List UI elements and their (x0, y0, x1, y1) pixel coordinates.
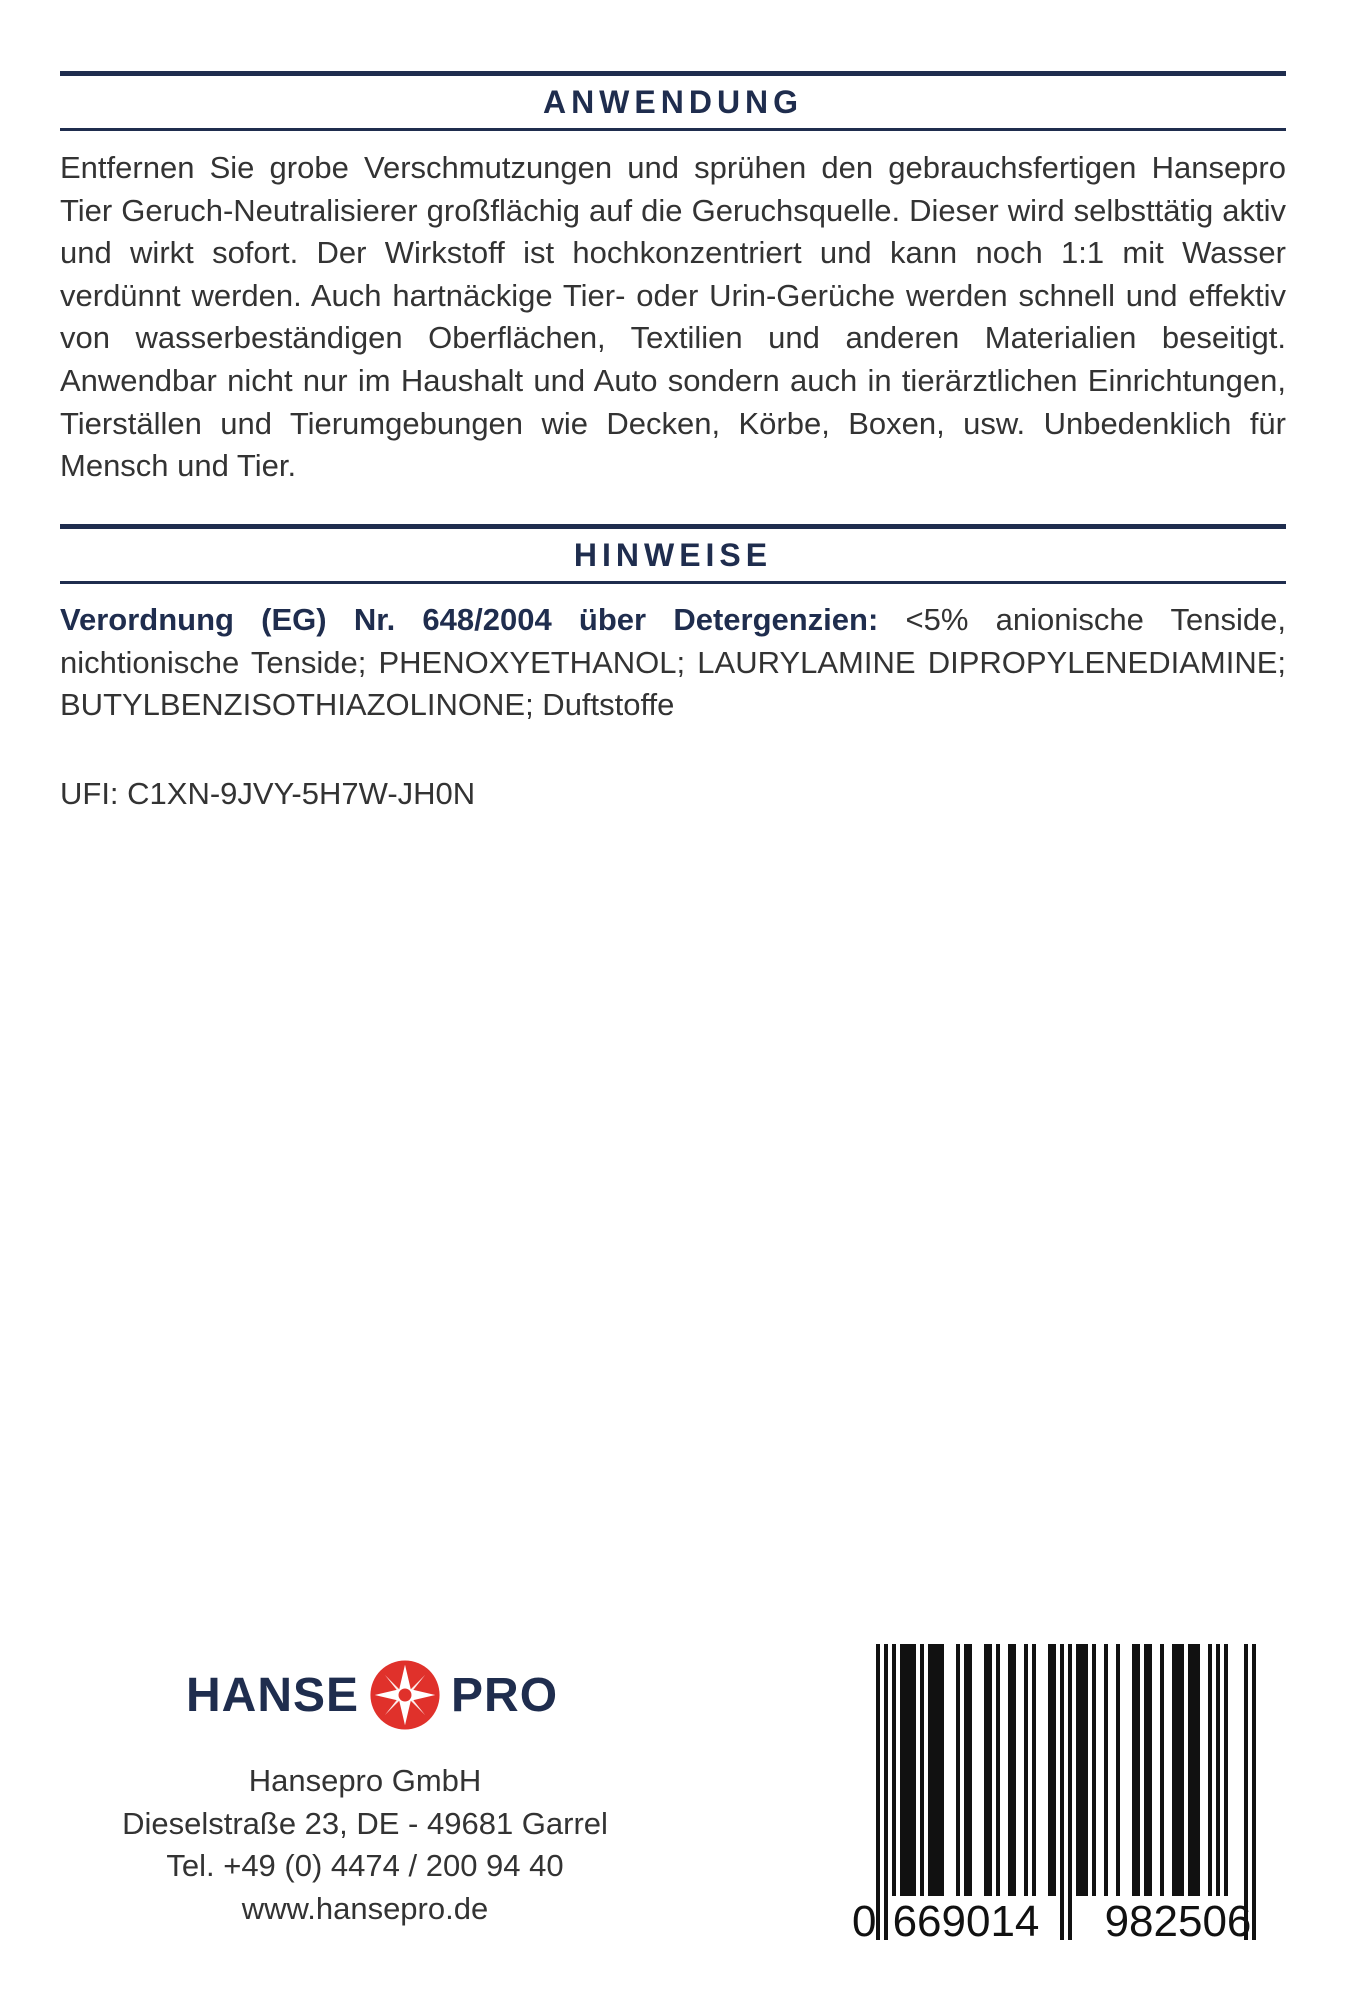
barcode-bar (956, 1644, 960, 1896)
barcode-bar (1216, 1644, 1220, 1896)
company-name: Hansepro GmbH (248, 1763, 482, 1798)
header-rule-bottom (60, 581, 1286, 584)
anwendung-paragraph: Entfernen Sie grobe Verschmutzungen und sprühen den gebrauchsfertigen Hansepro Tier Geruch-Neutralisierer großflächig auf die Geruchsquelle. Dieser wird selbsttätig aktiv und wirkt sofort. Der Wirkstoff ist hochkonzentriert und kann noch 1:1 mit Wasser verdünnt werden. Auch hartnäckige Tier- oder Urin-Gerüche werden schnell und effektiv von wasserbeständigen Oberflächen, Textilien und anderen Materialien beseitigt. Anwendbar nicht nur im Haushalt und Auto sondern auch in tierärztlichen Einrichtungen, Tierställen und Tierumgebungen wie Decken, Körbe, Boxen, usw. Unbedenklich für Mensch und Tier. (60, 150, 1286, 484)
company-street: Dieselstraße 23, DE - 49681 Garrel (122, 1805, 608, 1841)
anwendung-header (60, 71, 1286, 131)
barcode-bar (1048, 1644, 1056, 1896)
barcode-bar (900, 1644, 916, 1896)
ufi-code: UFI: C1XN-9JVY-5H7W-JH0N (60, 776, 476, 811)
barcode-bar (1008, 1644, 1016, 1896)
barcode-bar (892, 1644, 896, 1896)
barcode-bar (928, 1644, 944, 1896)
compass-star-icon (369, 1659, 441, 1731)
barcode-bar (1032, 1644, 1036, 1896)
company-phone: Tel. +49 (0) 4474 / 200 94 40 (166, 1848, 564, 1883)
regulation-label: Verordnung (EG) Nr. 648/2004 über Detergenzien: (60, 602, 879, 637)
barcode-right-group: 982506 (1104, 1897, 1252, 1940)
company-web: www.hansepro.de (241, 1890, 489, 1926)
barcode-bar (1208, 1644, 1212, 1896)
barcode-bar (1068, 1644, 1072, 1940)
barcode-bar (1116, 1644, 1120, 1896)
logo-right-word: PRO (451, 1668, 559, 1722)
barcode-bar (1244, 1644, 1248, 1940)
barcode-bar (876, 1644, 880, 1940)
barcode-bar (1132, 1644, 1140, 1896)
barcode-bar (1224, 1644, 1228, 1896)
hinweise-header (60, 524, 1286, 584)
barcode-left-group: 669014 (892, 1897, 1040, 1940)
barcode-bar (1104, 1644, 1108, 1896)
hinweise-title: HINWEISE (573, 537, 773, 573)
barcode-bar (1060, 1644, 1064, 1940)
company-address (60, 1760, 670, 1930)
barcode-bar (1160, 1644, 1164, 1896)
barcode-bar (996, 1644, 1000, 1896)
barcode-bar (1172, 1644, 1184, 1896)
hinweise-text (60, 599, 1286, 727)
barcode-bar (1076, 1644, 1088, 1896)
logo-left-word: HANSE (186, 1668, 360, 1722)
barcode-bar (1252, 1644, 1256, 1940)
anwendung-title: ANWENDUNG (542, 84, 804, 120)
header-rule-bottom (60, 128, 1286, 131)
barcode-bars (876, 1644, 1256, 1940)
barcode-first-digit: 0 (852, 1897, 877, 1940)
regulation-paragraph (60, 599, 1286, 727)
barcode-bar (920, 1644, 924, 1896)
barcode-bar (884, 1644, 888, 1940)
barcode-bar (1024, 1644, 1028, 1896)
regulation-text: <5% anionische Tenside, nichtionische Tenside; PHENOXYETHANOL; LAURYLAMINE DIPROPYLENEDIAMINE; BUTYLBENZISOTHIAZOLINONE; Duftstoffe (60, 602, 1287, 723)
barcode-bar (984, 1644, 992, 1896)
ean-barcode (848, 1644, 1288, 1940)
barcode-bar (964, 1644, 972, 1896)
hansepro-logo (186, 1655, 558, 1735)
barcode-bar (1092, 1644, 1096, 1896)
anwendung-text (60, 147, 1286, 488)
barcode-bar (1188, 1644, 1200, 1896)
barcode-bar (1144, 1644, 1152, 1896)
